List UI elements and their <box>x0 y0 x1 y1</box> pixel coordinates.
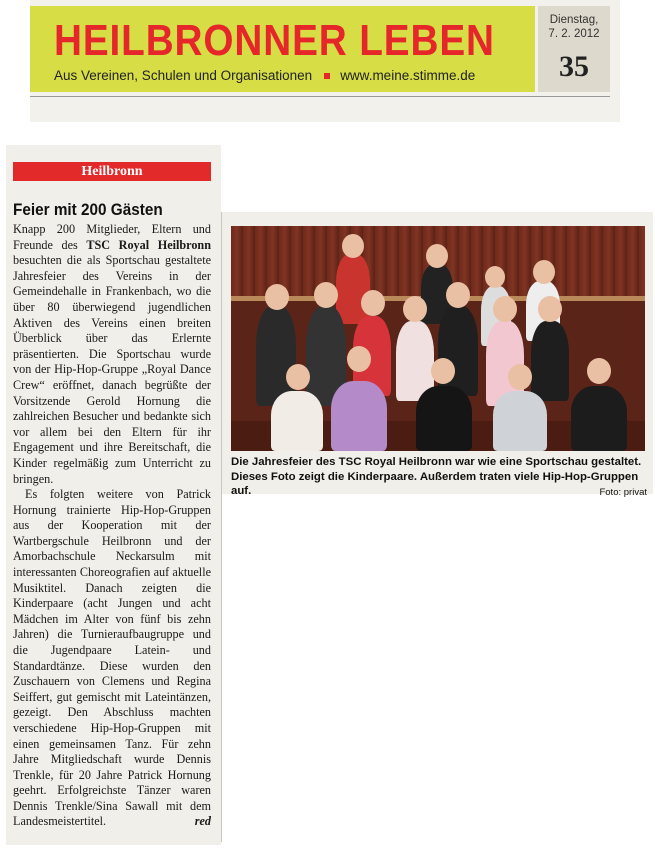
page-number: 35 <box>559 50 589 83</box>
issue-date: 7. 2. 2012 <box>548 28 600 40</box>
masthead-website: www.meine.stimme.de <box>340 68 476 83</box>
child-head <box>587 358 611 384</box>
column-divider <box>221 212 222 842</box>
child-head <box>533 260 555 284</box>
child-figure <box>416 386 472 451</box>
paragraph-2-text: Es folgten weitere von Patrick Hornung trainierte Hip-Hop-Gruppen aus der Kooperation mit der Wartbergschule Heilbronn und der Amorbachschule Neckarsulm mit interessanten Choreografien auf aktuelle Musiktitel. Danach zeigten die Kinderpaare (acht Jungen und acht Mädchen im Alter von fünf bis zehn Jahren) die Turnieraufbaugruppe und die Jugendpaare Latein- und Standardtänze. Diese wurden den Zuschauern von Clemens und Regina Seiffert, gut gemischt mit Lateintänzen, gezeigt. Den Abschluss machten verschiedene Hip-Hop-Gruppen mit einen gemeinsamen Tanz. Für zehn Jahre Mitgliedschaft wurde Dennis Trenkle, für 20 Jahre Patrick Hornung geehrt. Erfolgreichste Tänzer waren Dennis Trenkle/Sina Sawall mit dem Landesmeistertitel. <box>13 487 211 829</box>
paragraph-1-text-b: besuchten die als Sportschau gestaltete Jahresfeier des Vereins in der Gemeindehalle in Frankenbach, wo die über 80 überwiegend jugendlichen Aktiven des Vereins einen breiten Überblick über das Erlernte präsentierten. Die Sportschau wurde von der Hip-Hop-Gruppe „Royal Dance Crew“ eröffnet, danach begrüßte der Vorsitzende Gerold Hornung die zahlreichen Besucher und bedankte sich vor allem bei den Eltern für ihr Engagement und ihre Bereitschaft, die Kinder regelmäßig zum Unterricht zu bringen. <box>13 253 211 486</box>
author-initials: red <box>194 814 211 829</box>
article-paragraph-2 <box>13 487 211 830</box>
masthead-subtitle: Aus Vereinen, Schulen und Organisationen <box>54 68 313 83</box>
child-figure <box>571 386 627 451</box>
child-figure <box>531 321 569 401</box>
section-label: Heilbronn <box>13 162 211 181</box>
child-head <box>446 282 470 308</box>
child-head <box>347 346 371 372</box>
child-figure <box>271 391 323 451</box>
header-divider <box>30 96 610 97</box>
child-figure <box>336 254 370 324</box>
club-name: TSC Royal Heilbronn <box>86 237 211 252</box>
caption-text: Die Jahresfeier des TSC Royal Heilbronn war wie eine Sportschau gestaltet. Dieses Foto zeigt die Kinderpaare. Außerdem traten viele Hip-Hop-Gruppen auf. <box>231 456 642 498</box>
article-headline: Feier mit 200 Gästen <box>13 200 163 219</box>
child-head <box>265 284 289 310</box>
paragraph-1-text-a: Knapp 200 Mitglieder, Eltern und Freunde des <box>13 222 211 252</box>
masthead-title: HEILBRONNER LEBEN <box>54 16 495 65</box>
article-paragraph-1 <box>13 222 211 487</box>
photo-caption <box>231 455 647 501</box>
child-head <box>361 290 385 316</box>
child-head <box>426 244 448 268</box>
child-head <box>286 364 310 390</box>
masthead-subtitle-line <box>54 68 475 83</box>
child-figure <box>331 381 387 451</box>
group-photo <box>231 226 645 451</box>
child-head <box>493 296 517 322</box>
child-head <box>403 296 427 322</box>
date-box <box>538 6 610 92</box>
child-head <box>538 296 562 322</box>
child-head <box>508 364 532 390</box>
masthead-banner <box>30 6 535 92</box>
child-head <box>485 266 505 288</box>
issue-day: Dienstag, <box>549 14 599 26</box>
child-head <box>314 282 338 308</box>
child-head <box>342 234 364 258</box>
square-bullet-icon <box>324 73 330 79</box>
child-figure <box>493 391 547 451</box>
photo-credit: Foto: privat <box>599 487 647 499</box>
child-head <box>431 358 455 384</box>
